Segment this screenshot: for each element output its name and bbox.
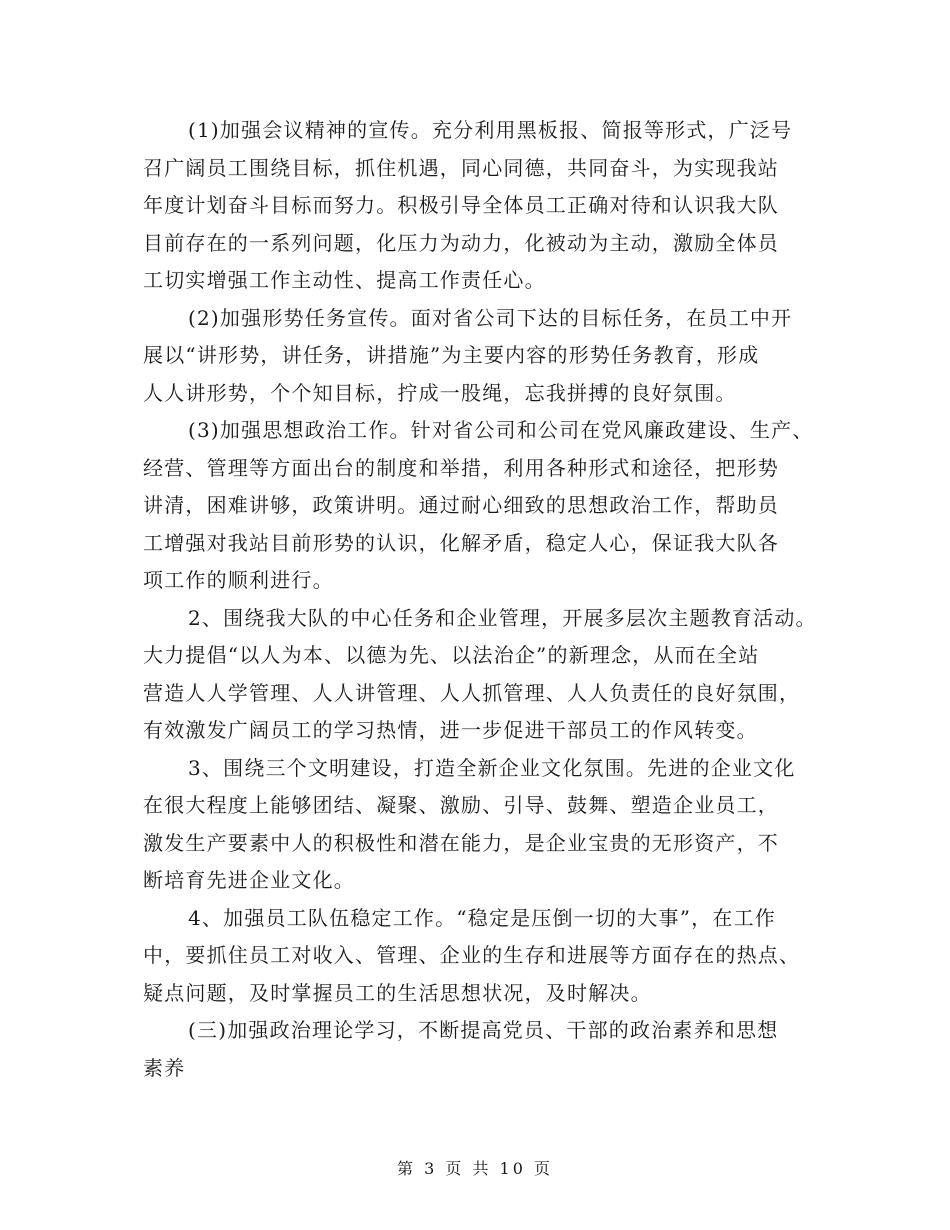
text-line: 有效激发广阔员工的学习热情，进一步促进干部员工的作风转变。 xyxy=(143,718,758,742)
paragraph-workforce-stability xyxy=(143,900,833,1013)
text-line: 人人讲形势，个个知目标，拧成一股绳，忘我拼搏的良好氛围。 xyxy=(143,380,737,405)
text-line: 召广阔员工围绕目标，抓住机遇，同心同德，共同奋斗，为实现我站 xyxy=(143,155,779,180)
paragraph-corporate-culture xyxy=(143,750,833,900)
text-line: 年度计划奋斗目标而努力。积极引导全体员工正确对待和认识我大队 xyxy=(143,193,779,217)
text-line: 工增强对我站目前形势的认识，化解矛盾，稳定人心，保证我大队各 xyxy=(143,530,779,555)
text-line: 营造人人学管理、人人讲管理、人人抓管理、人人负责任的良好氛围， xyxy=(143,680,801,705)
text-line: 疑点问题，及时掌握员工的生活思想状况，及时解决。 xyxy=(143,980,652,1005)
document-body xyxy=(143,112,833,1087)
text-line: 断培育先进企业文化。 xyxy=(143,868,355,892)
paragraph-situation-task xyxy=(143,300,833,413)
text-line: 3、围绕三个文明建设，打造全新企业文化氛围。先进的企业文化 xyxy=(188,755,796,780)
text-line: (3)加强思想政治工作。针对省公司和公司在党风廉政建设、生产、 xyxy=(188,418,814,442)
text-line: (三)加强政治理论学习，不断提高党员、干部的政治素养和思想 xyxy=(188,1018,779,1042)
paragraph-theory-study xyxy=(143,1012,833,1087)
text-line: (2)加强形势任务宣传。面对省公司下达的目标任务，在员工中开 xyxy=(188,305,793,330)
paragraph-political-work xyxy=(143,412,833,600)
text-line: 展以“讲形势，讲任务，讲措施”为主要内容的形势任务教育，形成 xyxy=(143,343,760,367)
text-line: 在很大程度上能够团结、凝聚、激励、引导、鼓舞、塑造企业员工， xyxy=(143,793,779,817)
text-line: 讲清，困难讲够，政策讲明。通过耐心细致的思想政治工作，帮助员 xyxy=(143,493,779,517)
text-line: 4、加强员工队伍稳定工作。“稳定是压倒一切的大事”，在工作 xyxy=(188,905,776,930)
text-line: 经营、管理等方面出台的制度和举措，利用各种形式和途径，把形势 xyxy=(143,455,779,480)
text-line: (1)加强会议精神的宣传。充分利用黑板报、简报等形式，广泛号 xyxy=(188,118,793,142)
text-line: 中，要抓住员工对收入、管理、企业的生存和进展等方面存在的热点、 xyxy=(143,943,801,967)
paragraph-theme-education xyxy=(143,600,833,750)
text-line: 目前存在的一系列问题，化压力为动力，化被动为主动，激励全体员 xyxy=(143,230,779,255)
text-line: 大力提倡“以人为本、以德为先、以法治企”的新理念，从而在全站 xyxy=(143,643,760,667)
text-line: 工切实增强工作主动性、提高工作责任心。 xyxy=(143,268,546,292)
text-line: 激发生产要素中人的积极性和潜在能力，是企业宝贵的无形资产，不 xyxy=(143,830,779,855)
text-line: 2、围绕我大队的中心任务和企业管理，开展多层次主题教育活动。 xyxy=(188,605,817,630)
text-line: 项工作的顺利进行。 xyxy=(143,568,334,592)
paragraph-meeting-spirit xyxy=(143,112,833,300)
page-number-footer: 第 3 页 共 10 页 xyxy=(397,1159,553,1178)
text-line: 素养 xyxy=(143,1055,186,1080)
